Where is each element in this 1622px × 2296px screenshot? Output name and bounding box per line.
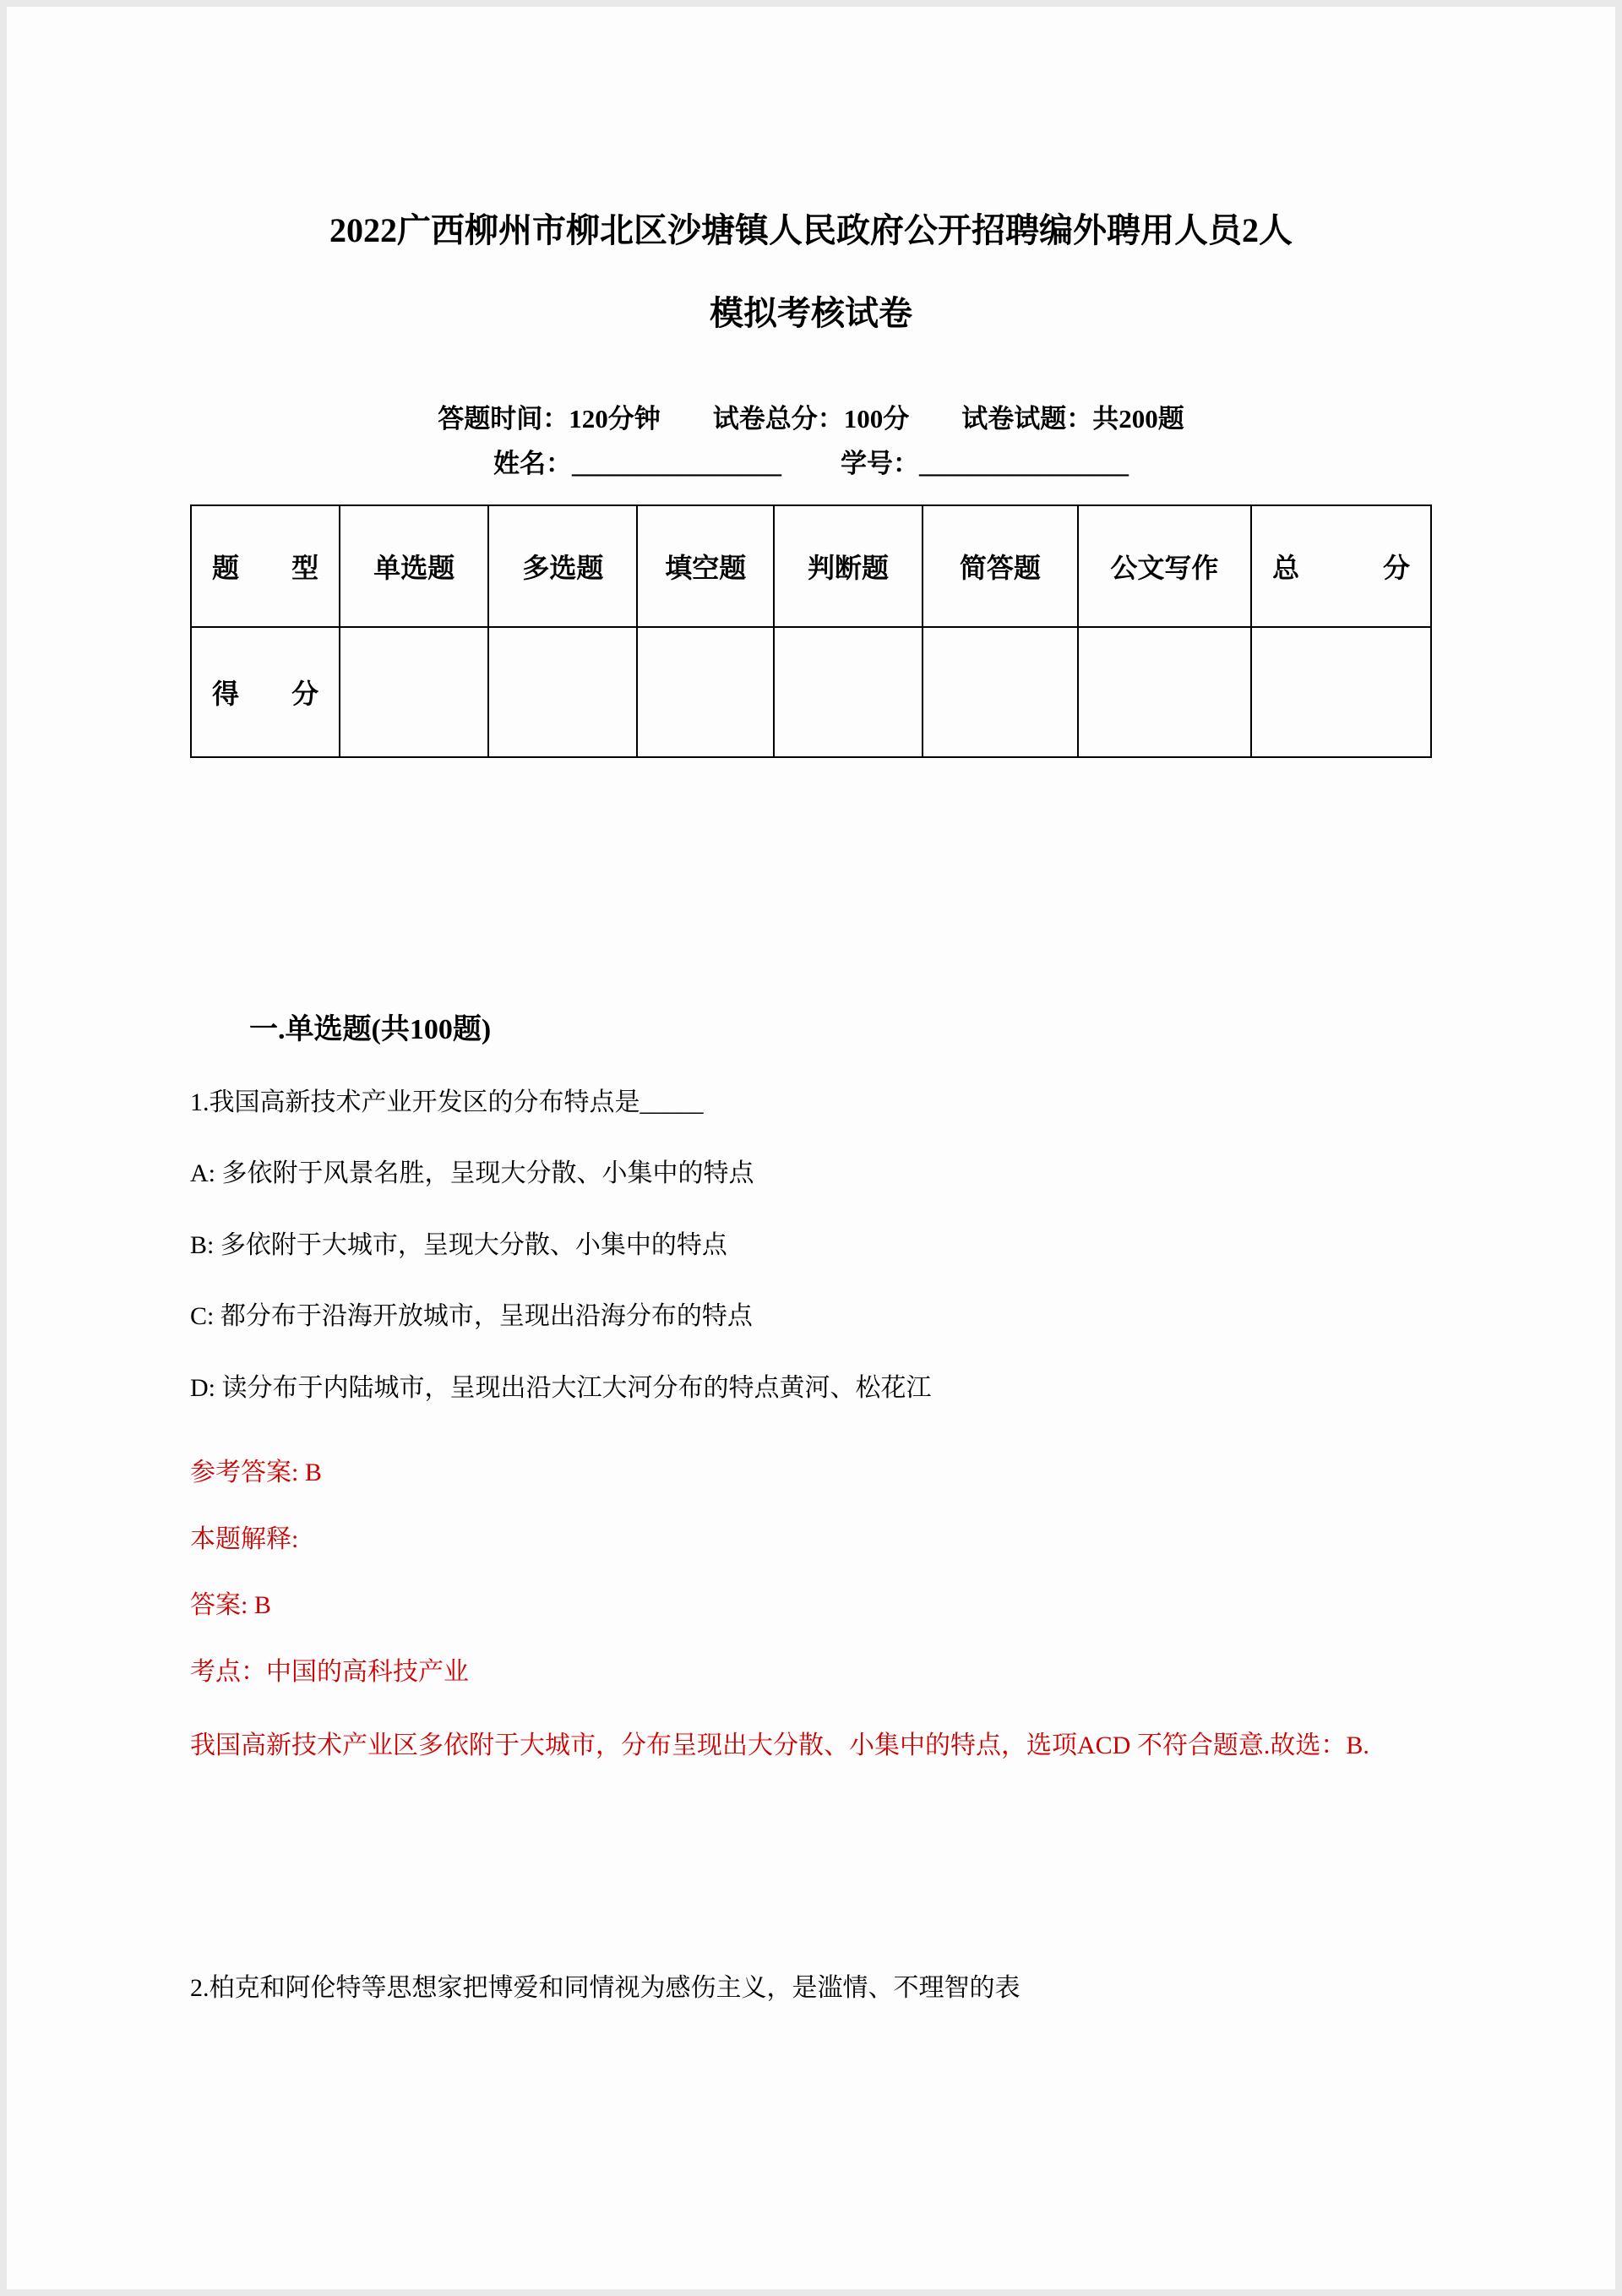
question1-option-b: B: 多依附于大城市，呈现大分散、小集中的特点 <box>190 1230 727 1259</box>
score-table-cell-short-answer: 简答题 <box>923 505 1078 627</box>
score-table-cell-question-type: 题型 <box>191 505 340 627</box>
score-table-cell-single-choice: 单选题 <box>340 505 488 627</box>
answer-line: 答案: B <box>190 1591 271 1620</box>
score-table-empty-cell <box>1078 627 1252 757</box>
name-blank: ________________ <box>572 449 781 479</box>
question1-option-c: C: 都分布于沿海开放城市，呈现出沿海分布的特点 <box>190 1302 753 1331</box>
key-point-line: 考点：中国的高科技产业 <box>190 1657 469 1686</box>
score-table-empty-cell <box>1251 627 1431 757</box>
question2-stem: 2.柏克和阿伦特等思想家把博爱和同情视为感伤主义，是滥情、不理智的表 <box>190 1974 1021 2003</box>
explanation-label: 本题解释: <box>190 1524 299 1553</box>
score-table-cell-true-false: 判断题 <box>774 505 923 627</box>
score-table-empty-cell <box>340 627 488 757</box>
name-label: 姓名： <box>493 449 572 479</box>
score-table-empty-cell <box>637 627 773 757</box>
explanation-text: 我国高新技术产业区多依附于大城市，分布呈现出大分散、小集中的特点，选项ACD 不符合题意.故选：B. <box>190 1732 1369 1760</box>
reference-answer-line: 参考答案: B <box>190 1459 322 1487</box>
question1-option-d: D: 读分布于内陆城市，呈现出沿大江大河分布的特点黄河、松花江 <box>190 1373 932 1402</box>
question1-stem: 1.我国高新技术产业开发区的分布特点是_____ <box>190 1088 704 1116</box>
score-table-header-row <box>191 505 1431 627</box>
score-table-cell-total: 总分 <box>1251 505 1431 627</box>
score-table-cell-official-writing: 公文写作 <box>1078 505 1252 627</box>
score-table-empty-cell <box>774 627 923 757</box>
document-page <box>7 7 1615 2289</box>
student-id-blank: ________________ <box>919 449 1129 479</box>
section-heading: 一.单选题(共100题) <box>249 1014 492 1046</box>
score-table-score-row <box>191 627 1431 757</box>
document-content <box>190 7 1432 2004</box>
score-table-cell-fill-blank: 填空题 <box>637 505 773 627</box>
exam-meta-line: 答题时间：120分钟 试卷总分：100分 试卷试题：共200题 <box>438 404 1184 434</box>
student-id-field <box>841 448 1129 479</box>
name-field <box>493 448 781 479</box>
score-table-empty-cell <box>923 627 1078 757</box>
score-table-empty-cell <box>488 627 637 757</box>
student-id-label: 学号： <box>841 449 919 479</box>
exam-title-line2: 模拟考核试卷 <box>710 294 912 332</box>
score-table <box>190 504 1432 758</box>
question1-option-a: A: 多依附于风景名胜，呈现大分散、小集中的特点 <box>190 1159 754 1188</box>
exam-title-line1: 2022广西柳州市柳北区沙塘镇人民政府公开招聘编外聘用人员2人 <box>329 211 1293 249</box>
score-table-cell-multi-choice: 多选题 <box>488 505 637 627</box>
name-id-line <box>190 448 1432 479</box>
question1-answer-block <box>190 1459 1432 1780</box>
score-table-cell-score-label: 得分 <box>191 627 340 757</box>
